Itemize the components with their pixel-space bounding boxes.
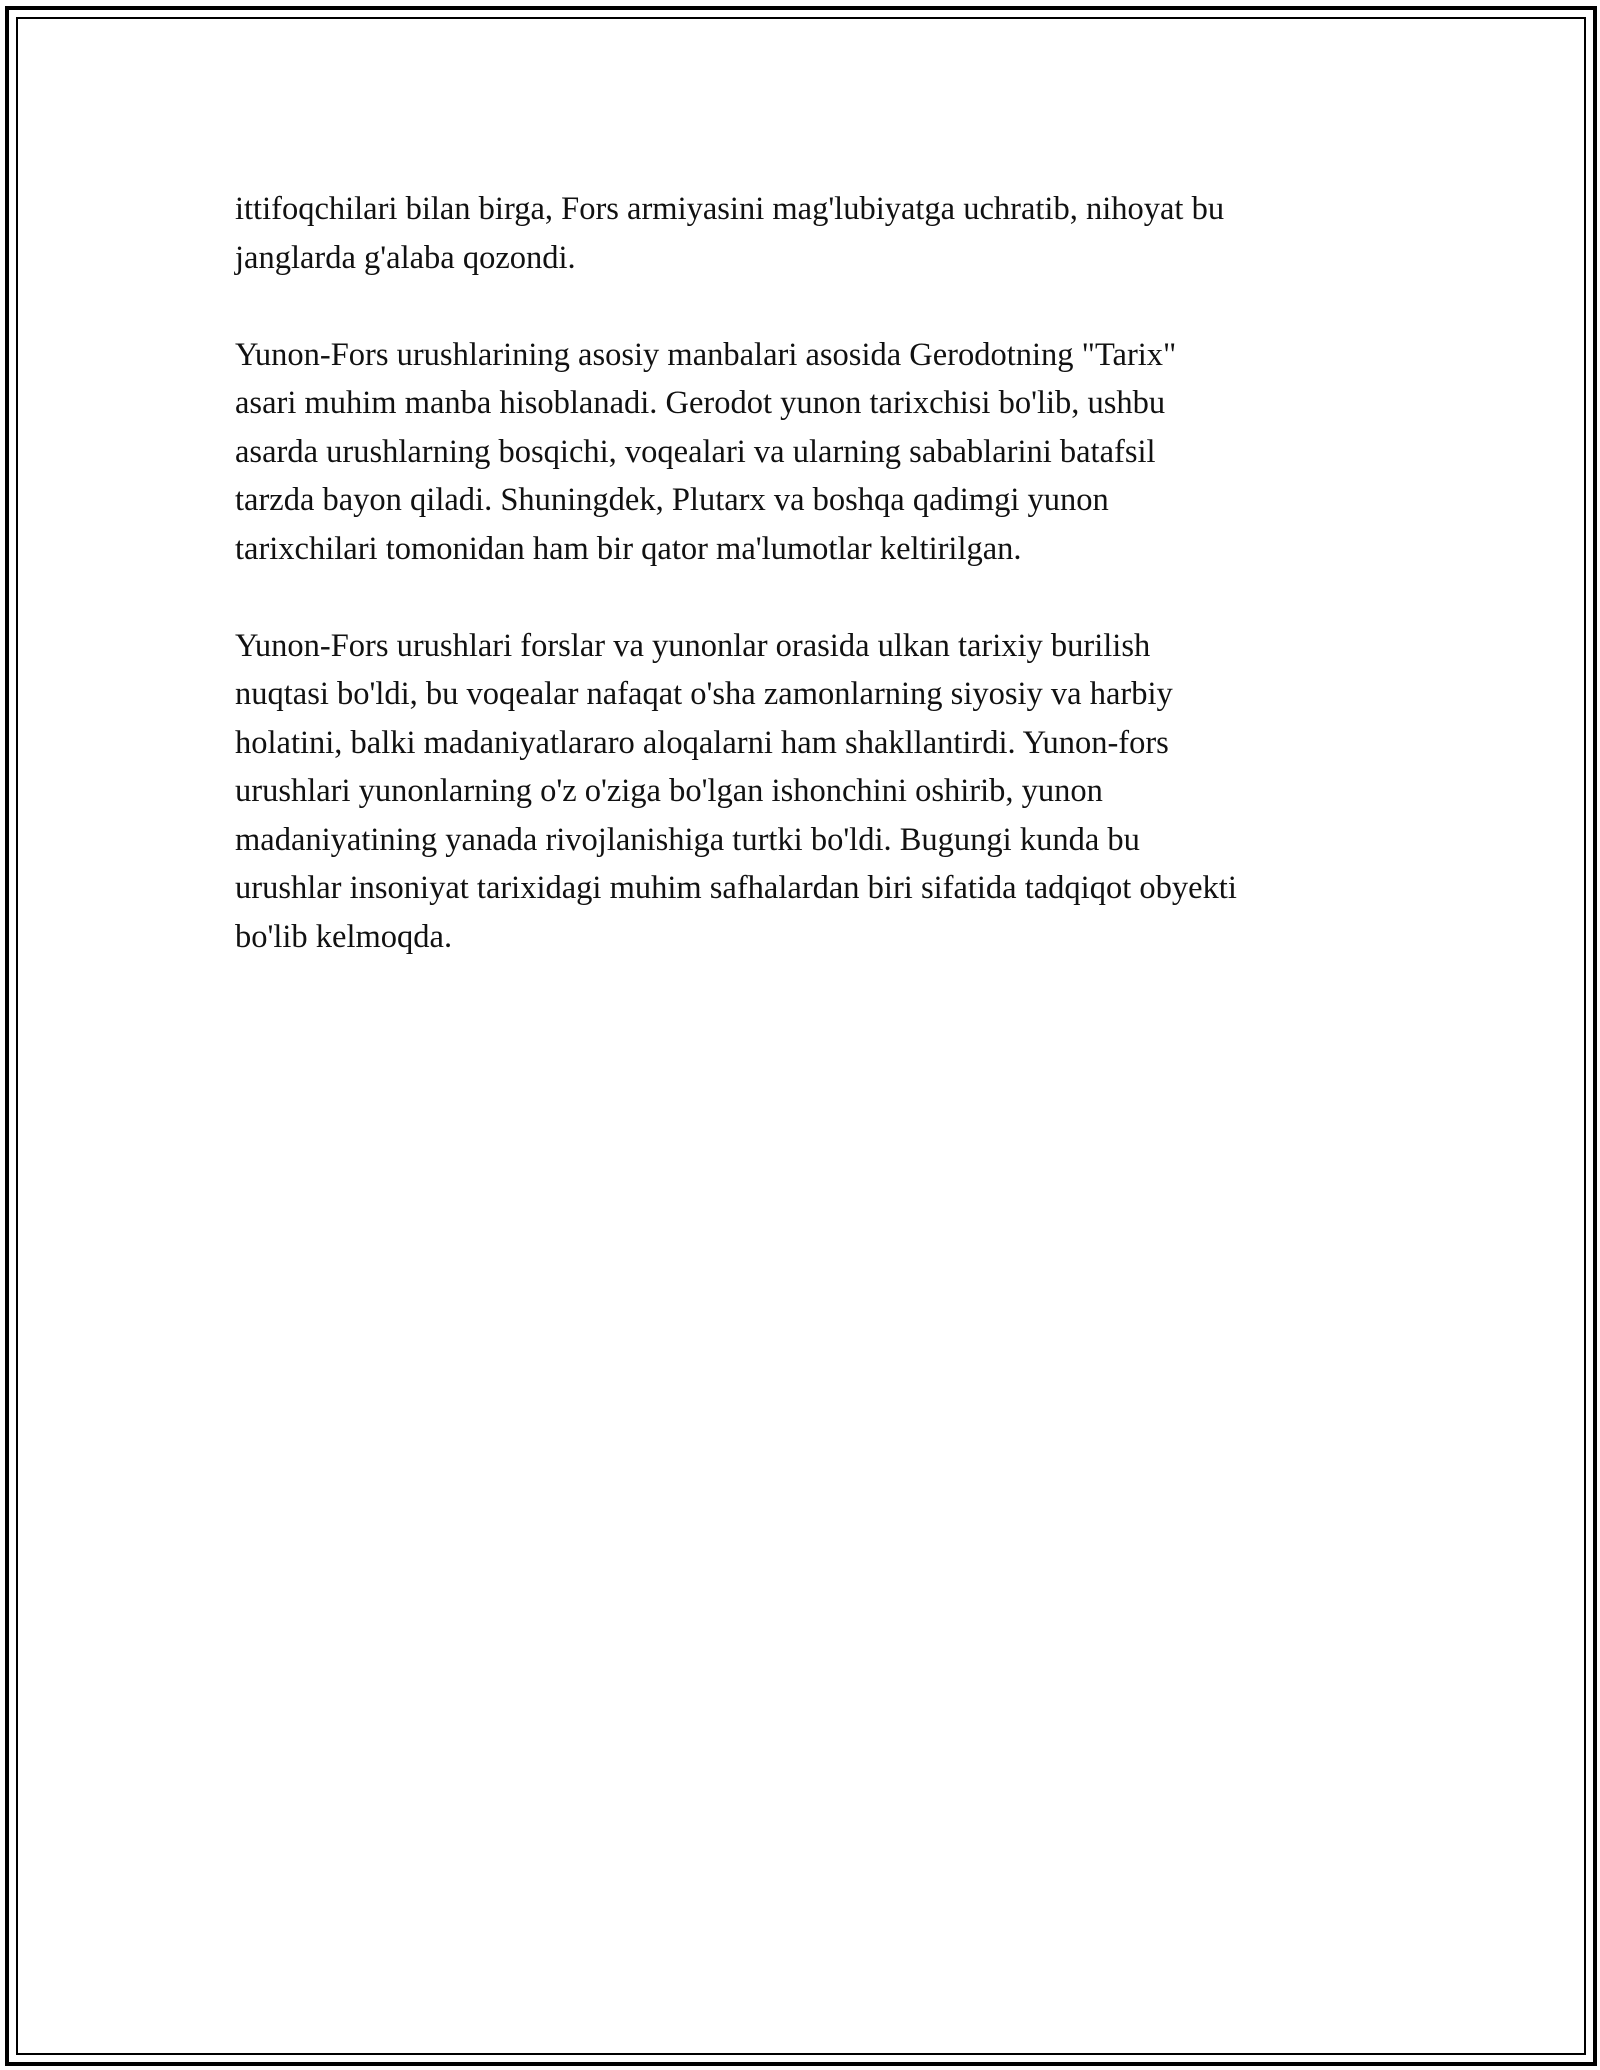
document-body xyxy=(235,185,1395,1010)
paragraph: Yunon-Fors urushlari forslar va yunonlar orasida ulkan tarixiy burilish nuqtasi bo'ldi, bu voqealar nafaqat o'sha zamonlarning siyosiy va harbiy holatini, balki madaniyatlararo aloqalarni ham shakllantirdi. Yunon-fors urushlari yunonlarning o'z o'ziga bo'lgan ishonchini oshirib, yunon madaniyatining yanada rivojlanishiga turtki bo'ldi. Bugungi kunda bu urushlar insoniyat tarixidagi muhim safhalardan biri sifatida tadqiqot obyekti bo'lib kelmoqda. xyxy=(235,627,1237,955)
paragraph: Yunon-Fors urushlarining asosiy manbalari asosida Gerodotning "Tarix" asari muhim manba hisoblanadi. Gerodot yunon tarixchisi bo'lib, ushbu asarda urushlarning bosqichi, voqealari va ularning sabablarini batafsil tarzda bayon qiladi. Shuningdek, Plutarx va boshqa qadimgi yunon tarixchilari tomonidan ham bir qator ma'lumotlar keltirilgan. xyxy=(235,336,1177,567)
paragraph: ittifoqchilari bilan birga, Fors armiyasini mag'lubiyatga uchratib, nihoyat bu janglarda g'alaba qozondi. xyxy=(235,191,1225,276)
